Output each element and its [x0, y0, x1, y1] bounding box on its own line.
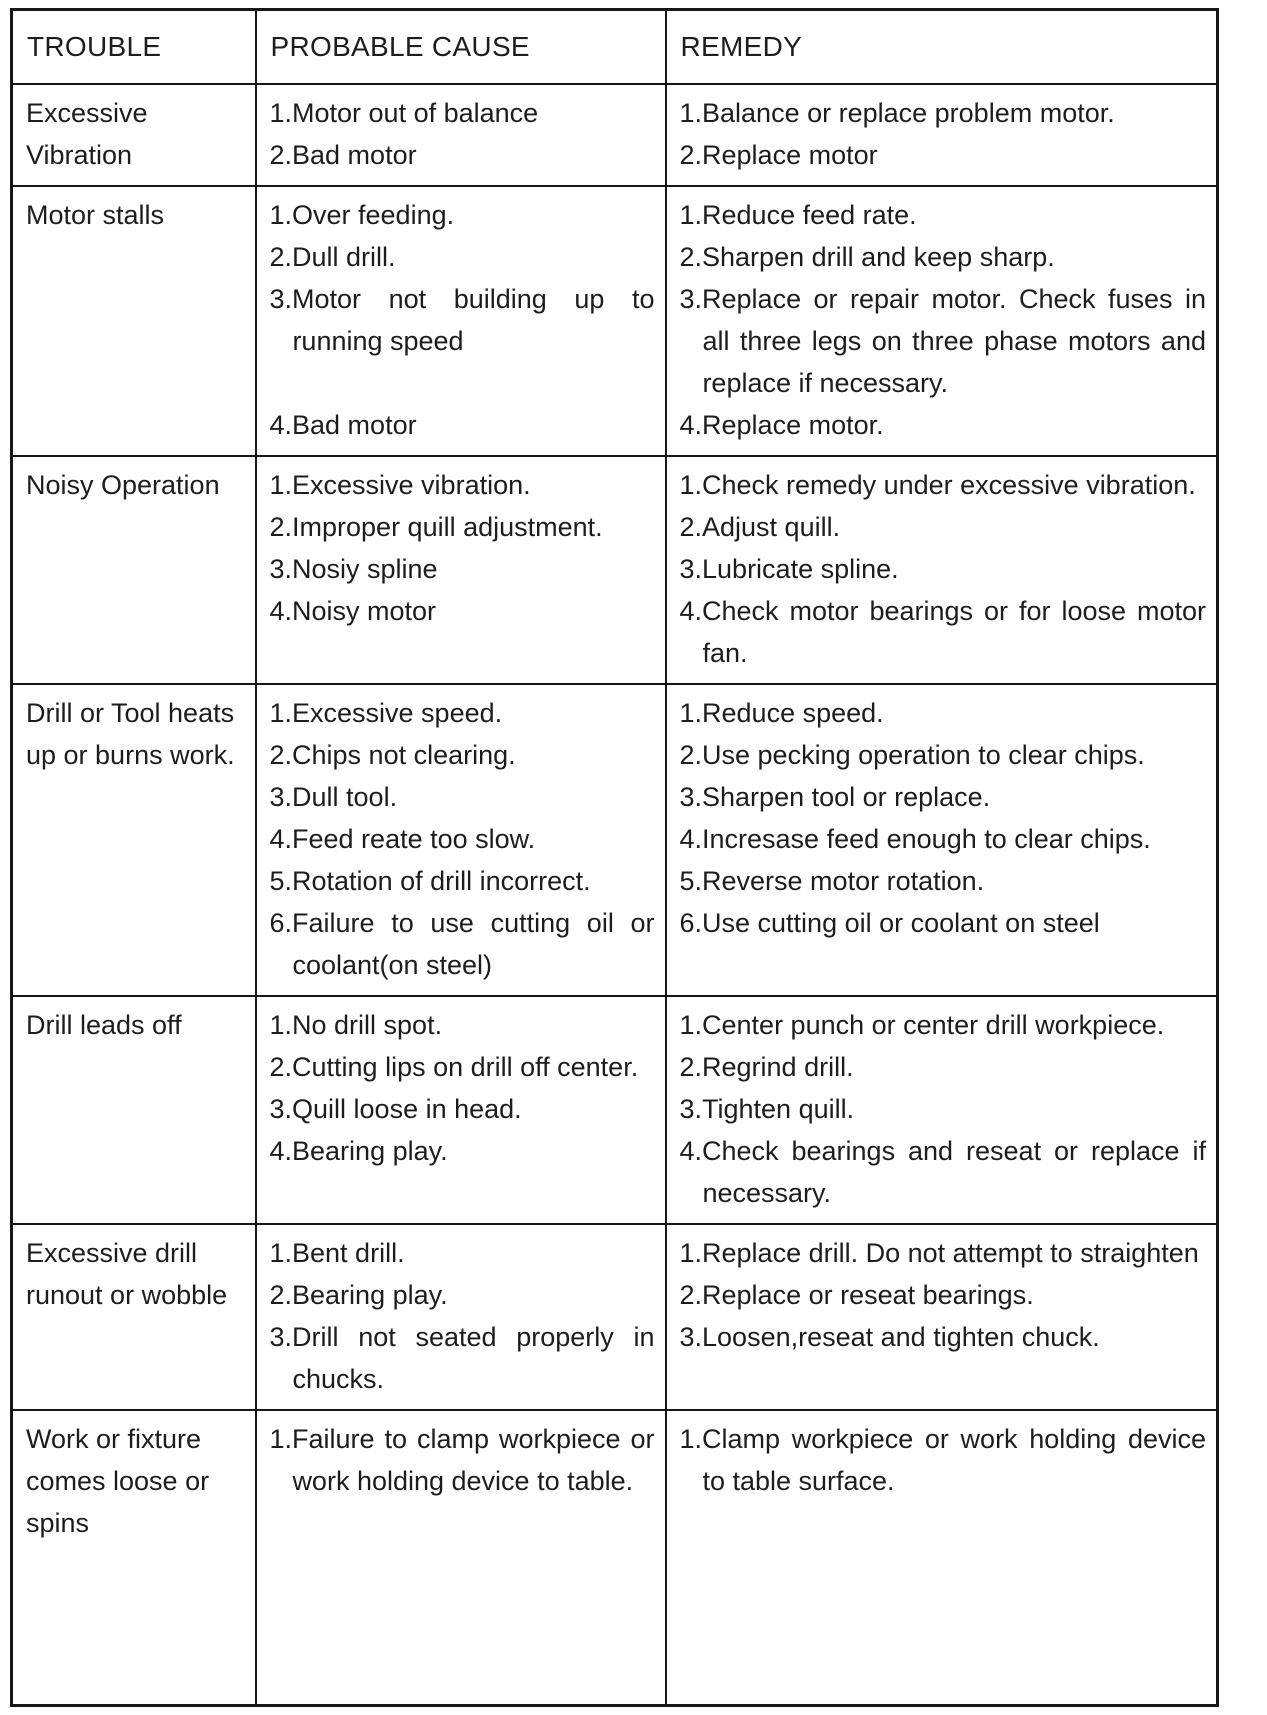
column-header-trouble: TROUBLE — [12, 10, 256, 84]
trouble-cell: Excessive drill runout or wobble — [12, 1224, 256, 1410]
table-row — [12, 456, 1218, 684]
cause-item: 3.Nosiy spline — [269, 553, 438, 584]
cause-item: 1.No drill spot. — [269, 1009, 443, 1040]
trouble-cell: Drill leads off — [12, 996, 256, 1224]
remedy-cell — [666, 1410, 1218, 1706]
remedy-item: 3.Replace or repair motor. Check fuses in all three legs on three phase motors and replace if necessary. — [679, 283, 1206, 398]
troubleshooting-table — [10, 8, 1219, 1707]
remedy-item: 3.Lubricate spline. — [679, 553, 899, 584]
cause-item: 2.Bearing play. — [269, 1279, 448, 1310]
table-row — [12, 1410, 1218, 1706]
remedy-cell — [666, 186, 1218, 456]
remedy-cell — [666, 1224, 1218, 1410]
remedy-item: 5.Reverse motor rotation. — [679, 865, 985, 896]
remedy-item: 3.Sharpen tool or replace. — [679, 781, 991, 812]
remedy-item: 2.Replace or reseat bearings. — [679, 1279, 1034, 1310]
remedy-item: 4.Incresase feed enough to clear chips. — [679, 823, 1151, 854]
cause-item: 3.Motor not building up to running speed — [269, 283, 655, 356]
cause-item: 1.Excessive vibration. — [269, 469, 531, 500]
remedy-item: 4.Check bearings and reseat or replace if necessary. — [679, 1135, 1206, 1208]
remedy-item: 4.Replace motor. — [679, 409, 884, 440]
cause-item: 1.Excessive speed. — [269, 697, 503, 728]
cause-item: 2.Bad motor — [269, 139, 417, 170]
cause-item: 1.Bent drill. — [269, 1237, 405, 1268]
remedy-cell — [666, 684, 1218, 996]
cause-cell — [256, 684, 666, 996]
cause-item: 5.Rotation of drill incorrect. — [269, 865, 591, 896]
remedy-cell — [666, 84, 1218, 186]
remedy-item: 1.Reduce feed rate. — [679, 199, 917, 230]
trouble-cell: Work or fixture comes loose or spins — [12, 1410, 256, 1706]
column-header-probable-cause: PROBABLE CAUSE — [256, 10, 666, 84]
remedy-cell — [666, 456, 1218, 684]
table-row — [12, 684, 1218, 996]
remedy-item: 1.Center punch or center drill workpiece. — [679, 1009, 1165, 1040]
cause-item: 3.Dull tool. — [269, 781, 398, 812]
remedy-item: 1.Check remedy under excessive vibration. — [679, 469, 1196, 500]
trouble-cell: Noisy Operation — [12, 456, 256, 684]
cause-item: 1.Motor out of balance — [269, 97, 539, 128]
remedy-cell — [666, 996, 1218, 1224]
column-header-remedy: REMEDY — [666, 10, 1218, 84]
table-row — [12, 1224, 1218, 1410]
trouble-cell: Drill or Tool heats up or burns work. — [12, 684, 256, 996]
table-row — [12, 84, 1218, 186]
remedy-item: 4.Check motor bearings or for loose motor fan. — [679, 595, 1206, 668]
cause-item: 1.Over feeding. — [269, 199, 455, 230]
cause-item: 4.Noisy motor — [269, 595, 437, 626]
remedy-item: 1.Clamp workpiece or work holding device to table surface. — [679, 1423, 1206, 1496]
remedy-item: 2.Regrind drill. — [679, 1051, 854, 1082]
trouble-cell: Excessive Vibration — [12, 84, 256, 186]
remedy-item: 6.Use cutting oil or coolant on steel — [679, 907, 1100, 938]
cause-item: 2.Improper quill adjustment. — [269, 511, 603, 542]
cause-item: 4.Bad motor — [269, 409, 417, 440]
cause-item: 2.Dull drill. — [269, 241, 396, 272]
table-row — [12, 186, 1218, 456]
trouble-cell: Motor stalls — [12, 186, 256, 456]
cause-item: 4.Feed reate too slow. — [269, 823, 536, 854]
cause-item: 1.Failure to clamp workpiece or work holding device to table. — [269, 1423, 655, 1496]
cause-item: 2.Cutting lips on drill off center. — [269, 1051, 639, 1082]
cause-cell — [256, 1224, 666, 1410]
remedy-item: 1.Replace drill. Do not attempt to straighten — [679, 1237, 1199, 1268]
cause-cell — [256, 186, 666, 456]
cause-item: 3.Quill loose in head. — [269, 1093, 522, 1124]
cause-item: 6.Failure to use cutting oil or coolant(on steel) — [269, 907, 655, 980]
cause-cell — [256, 996, 666, 1224]
cause-cell — [256, 456, 666, 684]
remedy-item: 2.Use pecking operation to clear chips. — [679, 739, 1145, 770]
remedy-item: 1.Reduce speed. — [679, 697, 884, 728]
cause-cell — [256, 1410, 666, 1706]
remedy-item: 1.Balance or replace problem motor. — [679, 97, 1115, 128]
table-row — [12, 996, 1218, 1224]
cause-cell — [256, 84, 666, 186]
cause-item — [270, 362, 655, 404]
cause-item: 4.Bearing play. — [269, 1135, 448, 1166]
remedy-item: 3.Tighten quill. — [679, 1093, 855, 1124]
remedy-item: 2.Replace motor — [679, 139, 878, 170]
cause-item: 3.Drill not seated properly in chucks. — [269, 1321, 655, 1394]
remedy-item: 2.Adjust quill. — [679, 511, 841, 542]
remedy-item: 2.Sharpen drill and keep sharp. — [679, 241, 1055, 272]
cause-item: 2.Chips not clearing. — [269, 739, 516, 770]
remedy-item: 3.Loosen,reseat and tighten chuck. — [679, 1321, 1100, 1352]
table-header-row — [12, 10, 1218, 84]
